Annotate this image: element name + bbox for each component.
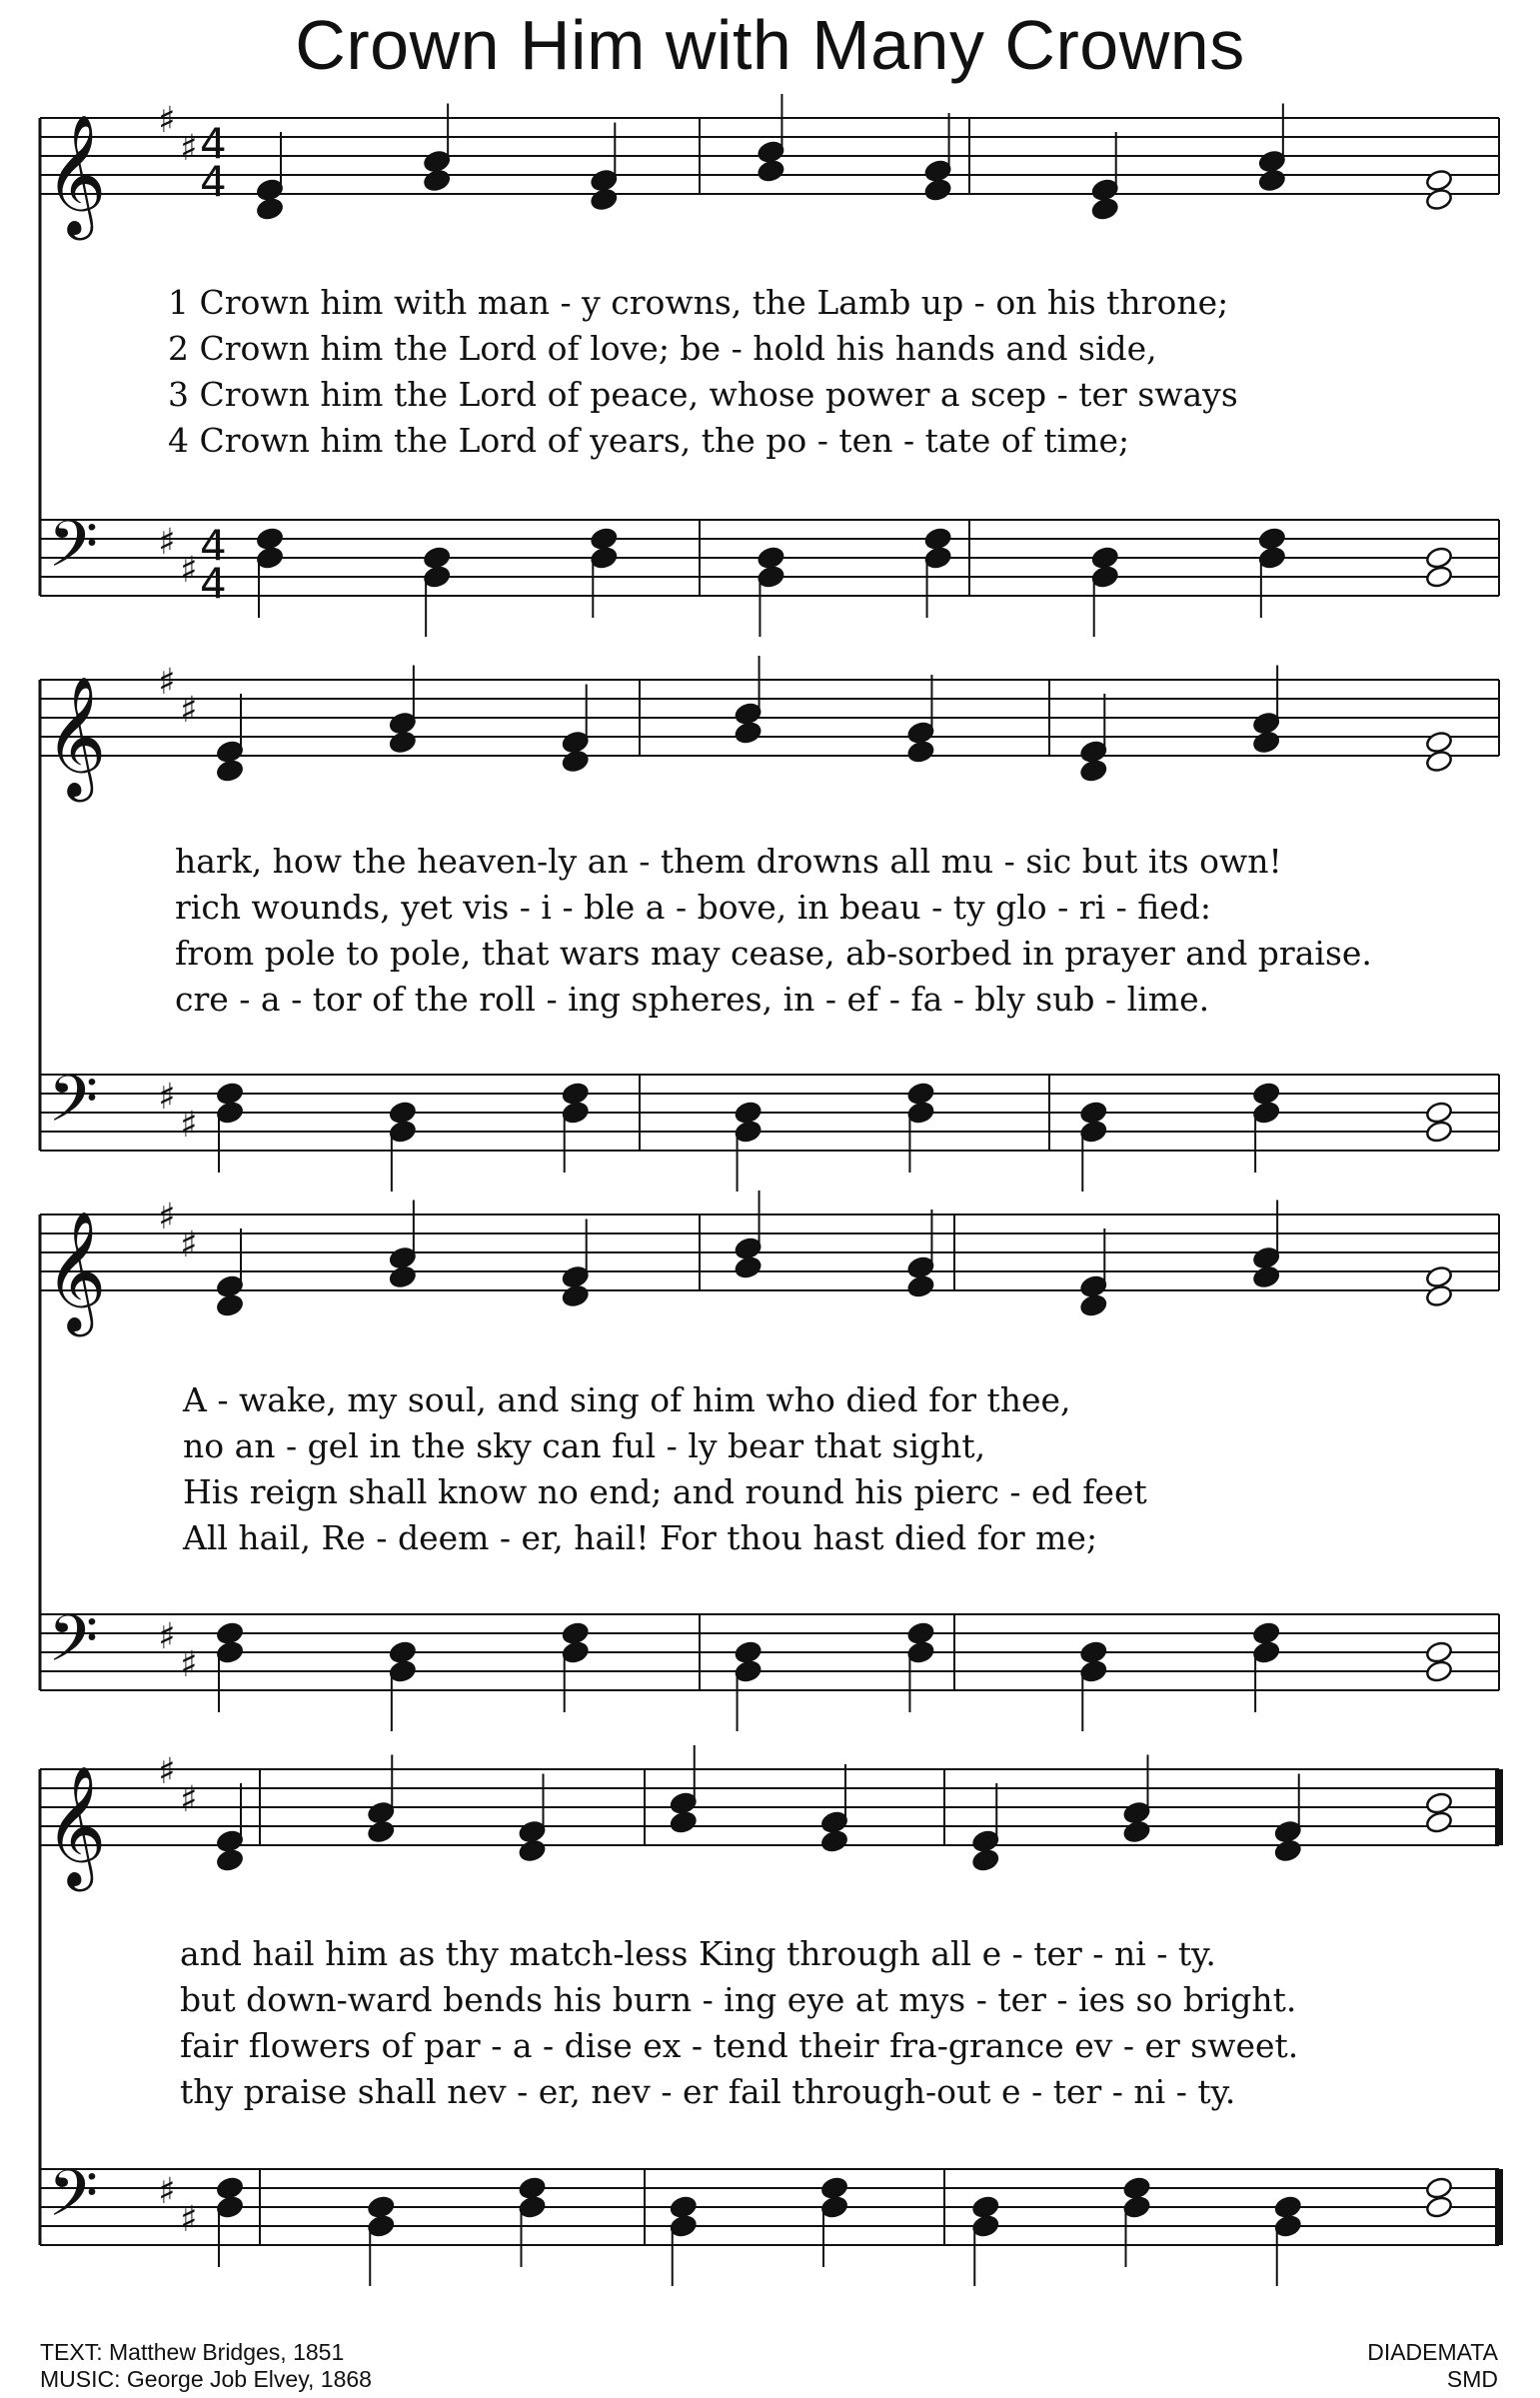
notehead	[562, 1283, 590, 1307]
notehead	[518, 2176, 546, 2200]
notehead	[734, 721, 762, 745]
notehead	[1079, 1101, 1107, 1125]
notehead	[562, 1082, 590, 1106]
notehead	[216, 2176, 244, 2200]
sharp-icon: ♯	[180, 550, 198, 591]
notehead	[367, 2195, 395, 2219]
notehead	[906, 1255, 934, 1279]
notehead	[820, 2176, 848, 2200]
lyric-line: from pole to pole, that wars may cease, ab-sorbed in prayer and praise.	[175, 934, 1372, 973]
sharp-icon: ♯	[158, 1751, 176, 1792]
notehead	[367, 1819, 395, 1843]
lyric-line: All hail, Re - deem - er, hail! For thou hast died for me;	[183, 1518, 1098, 1557]
sharp-icon: ♯	[158, 2171, 176, 2212]
notehead	[389, 1120, 417, 1144]
notehead	[1252, 1640, 1280, 1664]
time-signature: 4	[200, 559, 227, 608]
time-signature: 4	[200, 157, 227, 206]
notehead	[1079, 1293, 1107, 1317]
notehead	[256, 527, 284, 551]
lyric-line: 4 Crown him the Lord of years, the po - ten - tate of time;	[168, 421, 1130, 460]
notehead	[590, 546, 618, 570]
notehead	[1122, 1800, 1150, 1824]
music-credit: MUSIC: George Job Elvey, 1868	[40, 2366, 372, 2392]
notehead	[216, 1082, 244, 1106]
notehead	[1425, 546, 1453, 570]
sharp-icon: ♯	[158, 100, 176, 141]
lyric-line: no an - gel in the sky can ful - ly bear that sight,	[183, 1426, 986, 1465]
notehead	[216, 1101, 244, 1125]
notehead	[1425, 565, 1453, 589]
notehead	[734, 1101, 762, 1125]
notehead	[1425, 730, 1453, 754]
notehead	[367, 1800, 395, 1824]
notehead	[1252, 1082, 1280, 1106]
notehead	[923, 159, 951, 183]
notehead	[820, 1829, 848, 1853]
notehead	[590, 168, 618, 192]
notehead	[1425, 1264, 1453, 1288]
lyric-line: fair flowers of par - a - dise ex - tend their fra-grance ev - er sweet.	[180, 2026, 1299, 2065]
notehead	[389, 1245, 417, 1269]
bass-clef-icon: 𝄢	[48, 1602, 99, 1692]
notehead	[1091, 197, 1119, 221]
notehead	[1079, 1640, 1107, 1664]
notehead	[590, 527, 618, 551]
notehead	[518, 2195, 546, 2219]
notehead	[423, 168, 451, 192]
notehead	[1252, 1264, 1280, 1288]
sharp-icon: ♯	[158, 662, 176, 703]
notehead	[216, 1640, 244, 1664]
notehead	[1091, 178, 1119, 202]
notehead	[1425, 168, 1453, 192]
notehead	[518, 1838, 546, 1862]
bass-clef-icon: 𝄢	[48, 1063, 99, 1153]
sharp-icon: ♯	[180, 128, 198, 169]
notehead	[1079, 1659, 1107, 1683]
notehead	[1252, 1245, 1280, 1269]
notehead	[256, 197, 284, 221]
notehead	[906, 740, 934, 764]
notehead	[423, 565, 451, 589]
treble-clef-icon: 𝄞	[45, 675, 107, 797]
notehead	[1122, 2195, 1150, 2219]
treble-clef-icon: 𝄞	[45, 1209, 107, 1331]
notehead	[757, 546, 784, 570]
lyric-line: and hail him as thy match-less King through all e - ter - ni - ty.	[180, 1934, 1216, 1973]
hymn-meter: SMD	[1446, 2366, 1498, 2392]
notehead	[923, 546, 951, 570]
lyric-line: but down-ward bends his burn - ing eye at mys - ter - ies so bright.	[180, 1980, 1297, 2019]
treble-clef-icon: 𝄞	[45, 1764, 107, 1886]
notehead	[216, 1621, 244, 1645]
notehead	[1425, 1791, 1453, 1815]
notehead	[734, 702, 762, 726]
lyric-line: thy praise shall nev - er, nev - er fail through-out e - ter - ni - ty.	[180, 2072, 1236, 2111]
notehead	[1425, 1101, 1453, 1125]
notehead	[216, 740, 244, 764]
lyric-line: 1 Crown him with man - y crowns, the Lamb up - on his throne;	[168, 283, 1229, 322]
notehead	[734, 1640, 762, 1664]
notehead	[1079, 1274, 1107, 1298]
notehead	[1274, 1819, 1302, 1843]
notehead	[1425, 2176, 1453, 2200]
notehead	[1079, 759, 1107, 783]
notehead	[906, 1640, 934, 1664]
notehead	[1252, 711, 1280, 735]
tune-name: DIADEMATA	[1367, 2339, 1498, 2365]
sharp-icon: ♯	[180, 1105, 198, 1146]
notehead	[734, 1120, 762, 1144]
sharp-icon: ♯	[158, 522, 176, 563]
lyric-line: A - wake, my soul, and sing of him who died for thee,	[183, 1380, 1071, 1419]
notehead	[216, 1274, 244, 1298]
lyric-line: rich wounds, yet vis - i - ble a - bove, in beau - ty glo - ri - fied:	[175, 888, 1212, 927]
notehead	[757, 140, 784, 164]
time-signature: 4	[200, 521, 227, 570]
notehead	[590, 187, 618, 211]
time-signature: 4	[200, 119, 227, 168]
notehead	[1252, 730, 1280, 754]
notehead	[562, 730, 590, 754]
notehead	[389, 1659, 417, 1683]
notehead	[216, 2195, 244, 2219]
notehead	[1258, 168, 1286, 192]
notehead	[562, 1264, 590, 1288]
notehead	[906, 1621, 934, 1645]
notehead	[1258, 546, 1286, 570]
lyric-line: cre - a - tor of the roll - ing spheres, in - ef - fa - bly sub - lime.	[175, 980, 1210, 1019]
lyric-line: His reign shall know no end; and round his pierc - ed feet	[183, 1472, 1147, 1511]
notehead	[757, 565, 784, 589]
notehead	[389, 1101, 417, 1125]
notehead	[820, 2195, 848, 2219]
notehead	[216, 1293, 244, 1317]
notehead	[256, 178, 284, 202]
notehead	[1274, 2214, 1302, 2238]
notehead	[906, 1082, 934, 1106]
notehead	[389, 730, 417, 754]
notehead	[1425, 187, 1453, 211]
bass-clef-icon: 𝄢	[48, 2157, 99, 2247]
sharp-icon: ♯	[158, 1077, 176, 1118]
notehead	[670, 1791, 698, 1815]
notehead	[389, 1640, 417, 1664]
notehead	[1425, 1659, 1453, 1683]
notehead	[923, 178, 951, 202]
notehead	[1091, 546, 1119, 570]
notehead	[216, 1829, 244, 1853]
notehead	[971, 2195, 999, 2219]
notehead	[1079, 740, 1107, 764]
notehead	[562, 749, 590, 773]
notehead	[923, 527, 951, 551]
notehead	[389, 1264, 417, 1288]
notehead	[670, 2195, 698, 2219]
bass-clef-icon: 𝄢	[48, 508, 99, 598]
notehead	[1258, 149, 1286, 173]
notehead	[670, 2214, 698, 2238]
notehead	[1425, 1120, 1453, 1144]
notehead	[389, 711, 417, 735]
notehead	[562, 1101, 590, 1125]
notehead	[423, 149, 451, 173]
notehead	[367, 2214, 395, 2238]
sharp-icon: ♯	[180, 1779, 198, 1820]
notehead	[562, 1621, 590, 1645]
sharp-icon: ♯	[180, 690, 198, 731]
notehead	[906, 1101, 934, 1125]
treble-clef-icon: 𝄞	[45, 113, 107, 235]
sharp-icon: ♯	[180, 1644, 198, 1685]
notehead	[1122, 2176, 1150, 2200]
lyric-line: hark, how the heaven-ly an - them drowns all mu - sic but its own!	[175, 842, 1282, 881]
notehead	[1425, 1640, 1453, 1664]
notehead	[216, 1848, 244, 1872]
sharp-icon: ♯	[180, 2199, 198, 2240]
notehead	[734, 1255, 762, 1279]
notehead	[1425, 2195, 1453, 2219]
notehead	[1274, 1838, 1302, 1862]
sharp-icon: ♯	[158, 1616, 176, 1657]
notehead	[256, 546, 284, 570]
notehead	[562, 1640, 590, 1664]
notehead	[1258, 527, 1286, 551]
notehead	[216, 759, 244, 783]
notehead	[734, 1236, 762, 1260]
notehead	[757, 159, 784, 183]
notehead	[423, 546, 451, 570]
hymn-title: Crown Him with Many Crowns	[295, 6, 1245, 84]
sharp-icon: ♯	[158, 1197, 176, 1237]
notehead	[906, 1274, 934, 1298]
notehead	[1274, 2195, 1302, 2219]
text-credit: TEXT: Matthew Bridges, 1851	[40, 2339, 345, 2365]
notehead	[1091, 565, 1119, 589]
notehead	[1425, 1810, 1453, 1834]
notehead	[1122, 1819, 1150, 1843]
notehead	[518, 1819, 546, 1843]
notehead	[906, 721, 934, 745]
notehead	[670, 1810, 698, 1834]
notehead	[1252, 1101, 1280, 1125]
lyric-line: 2 Crown him the Lord of love; be - hold his hands and side,	[168, 329, 1157, 368]
lyric-line: 3 Crown him the Lord of peace, whose power a scep - ter sways	[168, 375, 1238, 414]
notehead	[1252, 1621, 1280, 1645]
notehead	[971, 1848, 999, 1872]
notehead	[971, 1829, 999, 1853]
notehead	[1425, 749, 1453, 773]
notehead	[1079, 1120, 1107, 1144]
notehead	[734, 1659, 762, 1683]
notehead	[1425, 1283, 1453, 1307]
notehead	[820, 1810, 848, 1834]
sharp-icon: ♯	[180, 1224, 198, 1265]
notehead	[971, 2214, 999, 2238]
